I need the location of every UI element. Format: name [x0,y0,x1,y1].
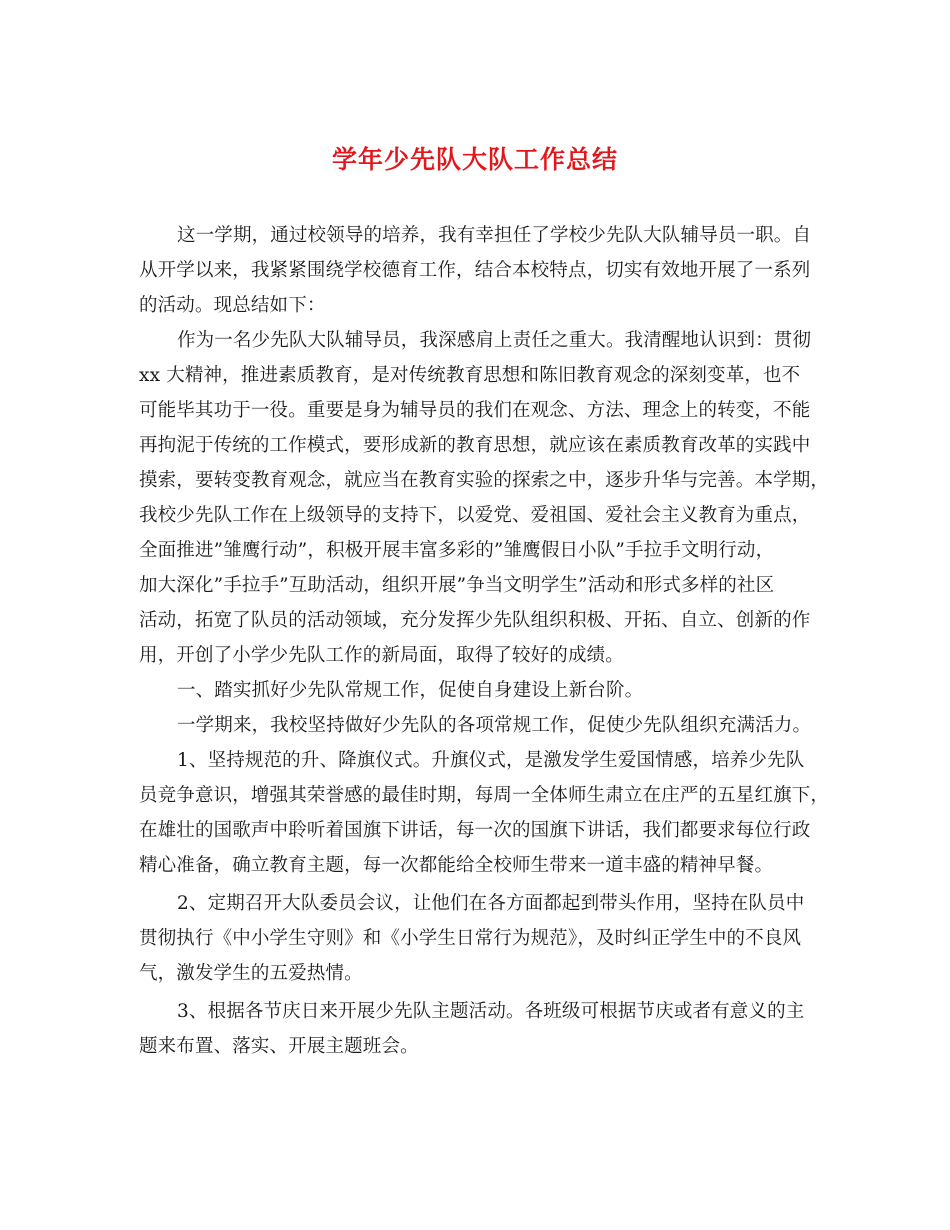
section-heading-1 [139,673,819,708]
text-line: 这一学期，通过校领导的培养，我有幸担任了学校少先队大队辅导员一职。自 [177,225,812,246]
paragraph-responsibility [139,323,830,673]
text-line: 我校少先队工作在上级领导的支持下，以爱党、爱祖国、爱社会主义教育为重点， [139,505,811,526]
text-line: 3、根据各节庆日来开展少先队主题活动。各班级可根据节庆或者有意义的主 [177,1001,805,1022]
text-line: 在雄壮的国歌声中聆听着国旗下讲话，每一次的国旗下讲话，我们都要求每位行政 [139,820,811,841]
text-line: 活动，拓宽了队员的活动领域，充分发挥少先队组织积极、开拓、自立、创新的作 [139,610,811,631]
text-line: 员竞争意识，增强其荣誉感的最佳时期，每周一全体师生肃立在庄严的五星红旗下， [139,785,830,806]
text-line: 1、坚持规范的升、降旗仪式。升旗仪式，是激发学生爱国情感，培养少先队 [177,750,805,771]
paragraph-intro [139,218,819,323]
text-line: 的活动。现总结如下： [139,295,326,316]
text-line: 2、定期召开大队委员会议，让他们在各方面都起到带头作用，坚持在队员中 [177,893,805,914]
text-line: 一、踏实抓好少先队常规工作，促使自身建设上新台阶。 [177,680,644,701]
document-body [139,218,830,1064]
text-line: 摸索，要转变教育观念，就应当在教育实验的探索之中，逐步升华与完善。本学期， [139,470,830,491]
text-line: 作为一名少先队大队辅导员，我深感肩上责任之重大。我清醒地认识到：贯彻 [177,330,812,351]
text-line: xx 大精神，推进素质教育，是对传统教育思想和陈旧教育观念的深刻变革，也不 [139,365,801,386]
paragraph-item-1 [139,743,830,883]
text-line: 一学期来，我校坚持做好少先队的各项常规工作，促使少先队组织充满活力。 [177,715,812,736]
text-line: 加大深化”手拉手”互助活动，组织开展”争当文明学生”活动和形式多样的社区 [139,575,775,596]
text-line: 从开学以来，我紧紧围绕学校德育工作，结合本校特点，切实有效地开展了一系列 [139,260,811,281]
paragraph-item-3 [139,994,819,1064]
document-title: 学年少先队大队工作总结 [331,145,618,174]
text-line: 全面推进”雏鹰行动”，积极开展丰富多彩的”雏鹰假日小队”手拉手文明行动， [139,540,775,561]
text-line: 题来布置、落实、开展主题班会。 [139,1036,419,1057]
text-line: 可能毕其功于一役。重要是身为辅导员的我们在观念、方法、理念上的转变，不能 [139,400,811,421]
text-line: 气，激发学生的五爱热情。 [139,963,363,984]
paragraph-item-2 [139,886,819,991]
text-line: 精心准备，确立教育主题，每一次都能给全校师生带来一道丰盛的精神早餐。 [139,855,774,876]
text-line: 贯彻执行《中小学生守则》和《小学生日常行为规范》，及时纠正学生中的不良风 [139,928,802,949]
paragraph-routine [139,708,819,743]
text-line: 用，开创了小学少先队工作的新局面，取得了较好的成绩。 [139,645,624,666]
text-line: 再拘泥于传统的工作模式，要形成新的教育思想，就应该在素质教育改革的实践中 [139,435,811,456]
